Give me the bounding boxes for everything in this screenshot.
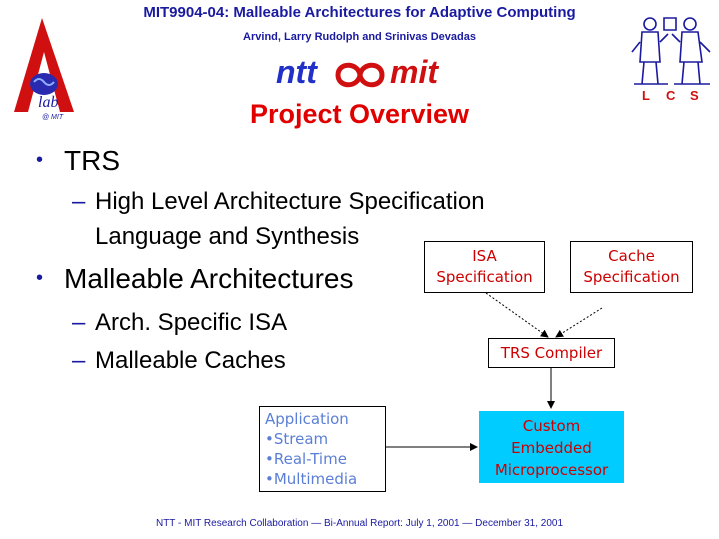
custom-processor-box <box>479 411 624 483</box>
ilab-logo-subtext: @ MIT <box>42 114 64 121</box>
application-item-stream: •Stream <box>265 430 329 448</box>
bullet-2-text: Malleable Architectures <box>64 263 354 294</box>
lcs-letter-c: C <box>666 88 676 103</box>
isa-spec-line-1: ISA <box>472 247 497 265</box>
dash-marker: – <box>72 309 86 336</box>
cache-spec-line-1: Cache <box>608 247 655 265</box>
isa-spec-line-2: Specification <box>436 268 533 286</box>
header-authors: Arvind, Larry Rudolph and Srinivas Devadas <box>243 31 476 43</box>
application-title: Application <box>265 410 349 428</box>
isa-spec-box <box>424 241 545 293</box>
bullet-dot: • <box>36 267 44 289</box>
dash-marker: – <box>72 347 86 374</box>
lcs-letter-s: S <box>690 88 699 103</box>
lcs-letter-l: L <box>642 88 650 103</box>
dash-marker: – <box>72 188 86 215</box>
bullet-dot: • <box>36 149 44 171</box>
slide-title: Project Overview <box>249 99 470 129</box>
custom-line-2: Embedded <box>511 439 592 457</box>
header-title: MIT9904-04: Malleable Architectures for Adaptive Computing <box>143 4 576 21</box>
isa-to-compiler-arrow <box>486 293 548 337</box>
custom-line-1: Custom <box>522 417 581 435</box>
cache-spec-line-2: Specification <box>583 268 680 286</box>
application-box <box>259 406 386 492</box>
ilab-logo-text: lab <box>38 94 59 111</box>
bullet-2-sub-2-text: Malleable Caches <box>95 347 286 374</box>
application-item-realtime: •Real-Time <box>265 450 347 468</box>
mit-logo-text: mit <box>390 54 438 90</box>
bullet-1-text: TRS <box>64 145 120 176</box>
application-item-multimedia: •Multimedia <box>265 470 358 488</box>
trs-compiler-box <box>488 338 615 368</box>
custom-line-3: Microprocessor <box>494 461 609 479</box>
footer: NTT - MIT Research Collaboration — Bi-Annual Report: July 1, 2001 — December 31, 2001 <box>155 518 564 529</box>
cache-to-compiler-arrow <box>556 308 602 337</box>
cache-spec-box <box>570 241 693 293</box>
bullet-1-sub-1-cont-text: Language and Synthesis <box>95 223 360 250</box>
ntt-logo-text: ntt <box>276 54 317 90</box>
trs-compiler-label: TRS Compiler <box>500 344 603 362</box>
bullet-2-sub-1-text: Arch. Specific ISA <box>95 309 288 336</box>
bullet-1-sub-1-text: High Level Architecture Specification <box>95 188 485 215</box>
